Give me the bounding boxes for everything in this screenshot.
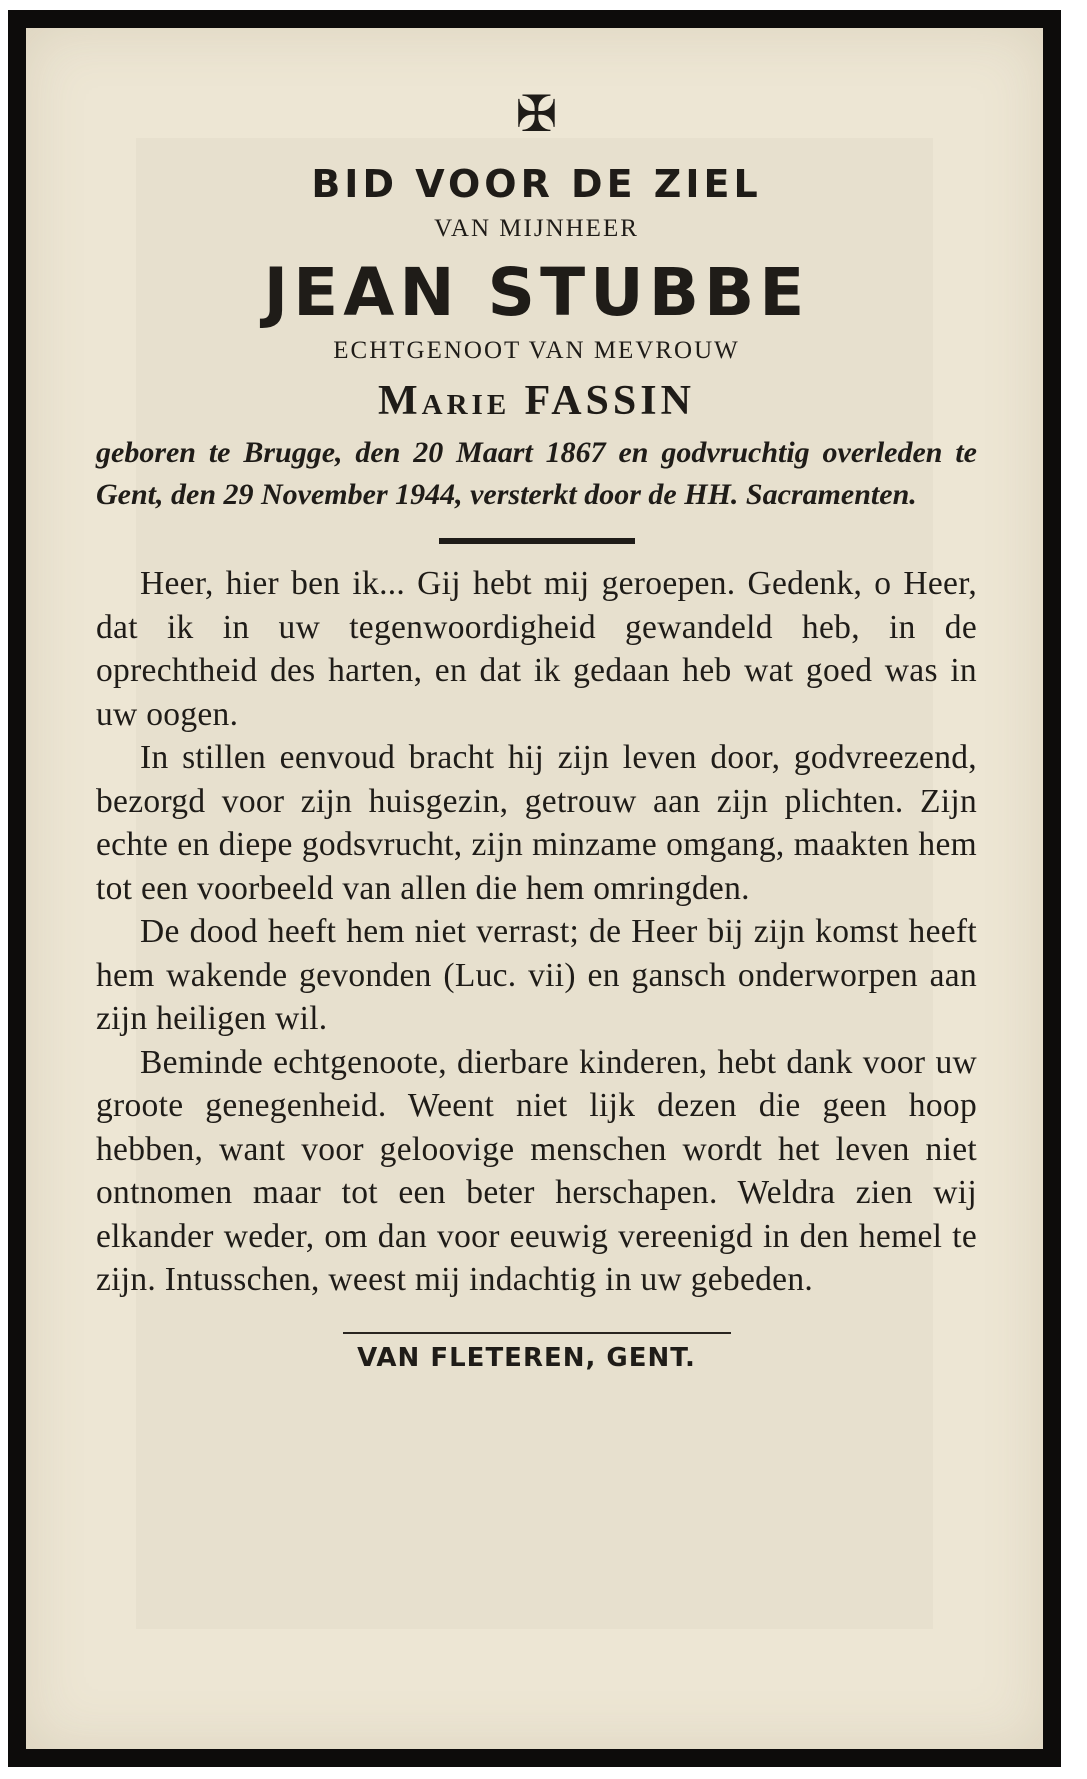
spouse-intro-label: ECHTGENOOT VAN MEVROUW	[333, 337, 740, 364]
footer-rule	[343, 1332, 731, 1334]
deceased-name: JEAN STUBBE	[263, 254, 810, 331]
memorial-card	[8, 10, 1061, 1767]
card-paper	[26, 28, 1043, 1749]
memorial-text	[96, 562, 977, 1302]
printer-credit: VAN FLETEREN, GENT.	[357, 1342, 696, 1373]
van-mijnheer-label: VAN MIJNHEER	[434, 215, 639, 242]
paragraph: De dood heeft hem niet verrast; de Heer bij zijn komst heeft hem wakende gevonden (Luc. vii) en gansch onderworpen aan zijn heiligen wil.	[96, 913, 977, 1037]
spouse-name: Marie FASSIN	[378, 378, 695, 424]
prayer-heading: BID VOOR DE ZIEL	[311, 162, 762, 206]
cross-icon: ✠	[515, 85, 558, 143]
card-content	[96, 85, 977, 1374]
paragraph: In stillen eenvoud bracht hij zijn leven door, godvreezend, bezorgd voor zijn huisgezin, getrouw aan zijn plichten. Zijn echte en diepe godsvrucht, zijn minzame omgang, maakten hem tot een voorbeeld van allen die hem omringden.	[96, 739, 977, 907]
paragraph: Heer, hier ben ik... Gij hebt mij geroepen. Gedenk, o Heer, dat ik in uw tegenwoordigheid gewandeld heb, in de oprechtheid des harten, en dat ik gedaan heb wat goed was in uw oogen.	[96, 565, 977, 733]
divider-rule	[439, 538, 635, 544]
birth-death-text: geboren te Brugge, den 20 Maart 1867 en godvruchtig overleden te Gent, den 29 November 1944, versterkt door de HH. Sacramenten.	[96, 436, 977, 511]
paragraph: Beminde echtgenoote, dierbare kinderen, hebt dank voor uw groote genegenheid. Weent niet lijk dezen die geen hoop hebben, want voor geloovige menschen wordt het leven niet ontnomen maar tot een beter herschapen. Weldra zien wij elkander weder, om dan voor eeuwig vereenigd in den hemel te zijn. Intusschen, weest mij indachtig in uw gebeden.	[96, 1043, 977, 1298]
